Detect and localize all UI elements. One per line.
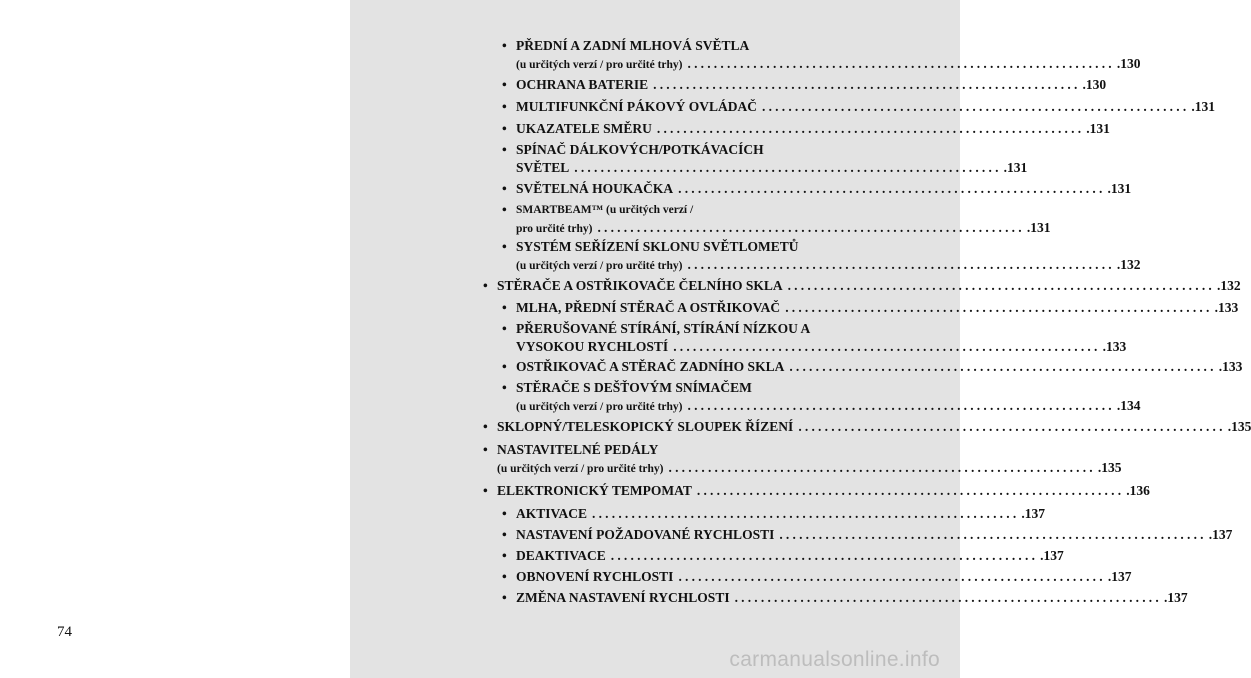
dot-leader: ................................................................. [678,181,1106,196]
toc-page-number: .132 [1116,257,1141,272]
bullet-icon: • [502,300,507,315]
toc-entry-title: SKLOPNÝ/TELESKOPICKÝ SLOUPEK ŘÍZENÍ [497,419,794,434]
toc-page-number: .133 [1218,359,1243,374]
toc-entry-title-cont: pro určité trhy) [516,223,593,235]
toc-entry [502,547,1064,565]
dot-leader: ................................................................. [610,548,1039,563]
bullet-icon: • [502,569,507,584]
dot-leader: ................................................................. [798,419,1226,434]
toc-entry-title: MLHA, PŘEDNÍ STĚRAČ A OSTŘIKOVAČ [516,300,781,315]
dot-leader: ................................................................. [779,527,1207,542]
dot-leader: ................................................................. [656,121,1085,136]
toc-entry-title-cont: VYSOKOU RYCHLOSTÍ [516,339,669,354]
bullet-icon: • [483,419,488,434]
dot-leader: ................................................................. [785,300,1213,315]
toc-entry [502,238,1141,274]
bullet-icon: • [483,483,488,498]
toc-entry-title: DEAKTIVACE [516,548,606,563]
toc-page-number: .132 [1216,278,1241,293]
dot-leader: ................................................................. [696,483,1125,498]
bullet-icon: • [502,38,507,53]
dot-leader: ................................................................. [668,460,1096,475]
toc-entry-title: STĚRAČE S DEŠŤOVÝM SNÍMAČEM [516,380,752,395]
toc-entry [502,358,1243,376]
toc-entry-title: ELEKTRONICKÝ TEMPOMAT [497,483,692,498]
bullet-icon: • [502,181,507,196]
toc-entry-title-cont: (u určitých verzí / pro určité trhy) [516,260,683,272]
toc-entry-title: PŘEDNÍ A ZADNÍ MLHOVÁ SVĚTLA [516,38,750,53]
toc-page-number: .135 [1097,460,1122,475]
toc-entry [502,120,1110,138]
bullet-icon: • [502,380,507,395]
toc-entry [502,141,1028,177]
toc-entry-title: NASTAVENÍ POŽADOVANÉ RYCHLOSTI [516,527,775,542]
dot-leader: ................................................................. [687,398,1115,413]
toc-page-number: .137 [1021,506,1046,521]
toc-entry [502,37,1141,73]
toc-entry-title-cont: (u určitých verzí / pro určité trhy) [516,401,683,413]
toc-entry-title: OCHRANA BATERIE [516,77,649,92]
toc-entry [483,482,1150,500]
toc-page-number: .131 [1026,220,1051,235]
bullet-icon: • [502,239,507,254]
toc-page-number: .136 [1126,483,1150,498]
toc-entry-title: OBNOVENÍ RYCHLOSTI [516,569,674,584]
toc-entry-title: SMARTBEAM™ (u určitých verzí / [516,204,694,216]
toc-page-number: .131 [1086,121,1110,136]
dot-leader: ................................................................. [762,99,1190,114]
toc-page-number: .131 [1107,181,1132,196]
watermark: carmanualsonline.info [729,648,940,671]
bullet-icon: • [502,202,507,217]
toc-page-number: .131 [1191,99,1216,114]
toc-entry [502,568,1132,586]
toc-entry-title-cont: SVĚTEL [516,160,570,175]
toc-entry [502,320,1127,356]
dot-leader: ................................................................. [673,339,1101,354]
bullet-icon: • [502,548,507,563]
bullet-icon: • [502,121,507,136]
toc-entry-title: SVĚTELNÁ HOUKAČKA [516,181,674,196]
bullet-icon: • [502,321,507,336]
toc-entry [502,379,1141,415]
toc-entry-title: OSTŘIKOVAČ A STĚRAČ ZADNÍHO SKLA [516,359,785,374]
dot-leader: ................................................................. [592,506,1020,521]
bullet-icon: • [502,590,507,605]
dot-leader: ................................................................. [597,220,1025,235]
toc-entry-title: PŘERUŠOVANÉ STÍRÁNÍ, STÍRÁNÍ NÍZKOU A [516,321,811,336]
toc-entry [502,526,1233,544]
bullet-icon: • [483,278,488,293]
dot-leader: ................................................................. [687,56,1115,71]
bullet-icon: • [483,442,488,457]
dot-leader: ................................................................. [678,569,1106,584]
bullet-icon: • [502,359,507,374]
toc-entry-title-cont: (u určitých verzí / pro určité trhy) [497,463,664,475]
toc-entry-title: AKTIVACE [516,506,588,521]
toc-entry [502,589,1188,607]
bullet-icon: • [502,527,507,542]
toc-entry [502,299,1239,317]
toc-entry [483,418,1251,436]
toc-page-number: .137 [1107,569,1132,584]
dot-leader: ................................................................. [787,278,1215,293]
toc-page-number: .137 [1208,527,1233,542]
toc-entry-title: SPÍNAČ DÁLKOVÝCH/POTKÁVACÍCH [516,142,764,157]
toc-page-number: .133 [1102,339,1127,354]
toc-page-number: .133 [1214,300,1239,315]
toc-entry [502,76,1107,94]
toc-page-number: .135 [1227,419,1251,434]
toc-entry [483,441,1122,477]
toc-entry-title: UKAZATELE SMĚRU [516,121,652,136]
bullet-icon: • [502,142,507,157]
toc-entry-title: NASTAVITELNÉ PEDÁLY [497,442,659,457]
toc-page-number: .130 [1116,56,1141,71]
toc-page-number: .131 [1003,160,1028,175]
bullet-icon: • [502,77,507,92]
dot-leader: ................................................................. [574,160,1002,175]
toc-page-number: .137 [1163,590,1188,605]
toc-entry [483,277,1241,295]
toc-entry-title-cont: (u určitých verzí / pro určité trhy) [516,59,683,71]
toc-entry-title: STĚRAČE A OSTŘIKOVAČE ČELNÍHO SKLA [497,278,783,293]
dot-leader: ................................................................. [734,590,1162,605]
toc-entry-title: SYSTÉM SEŘÍZENÍ SKLONU SVĚTLOMETŮ [516,239,799,254]
toc-entry-title: ZMĚNA NASTAVENÍ RYCHLOSTI [516,590,730,605]
toc-entry [502,98,1216,116]
bullet-icon: • [502,99,507,114]
toc-entry [502,180,1132,198]
dot-leader: ................................................................. [687,257,1115,272]
toc-entry [502,201,1051,237]
toc-entry-title: MULTIFUNKČNÍ PÁKOVÝ OVLÁDAČ [516,99,758,114]
toc-page-number: .137 [1040,548,1064,563]
toc-entry [502,505,1046,523]
toc-page-number: .134 [1116,398,1141,413]
toc-page-number: .130 [1082,77,1107,92]
bullet-icon: • [502,506,507,521]
dot-leader: ................................................................. [653,77,1081,92]
dot-leader: ................................................................. [789,359,1217,374]
page-number: 74 [57,624,72,640]
